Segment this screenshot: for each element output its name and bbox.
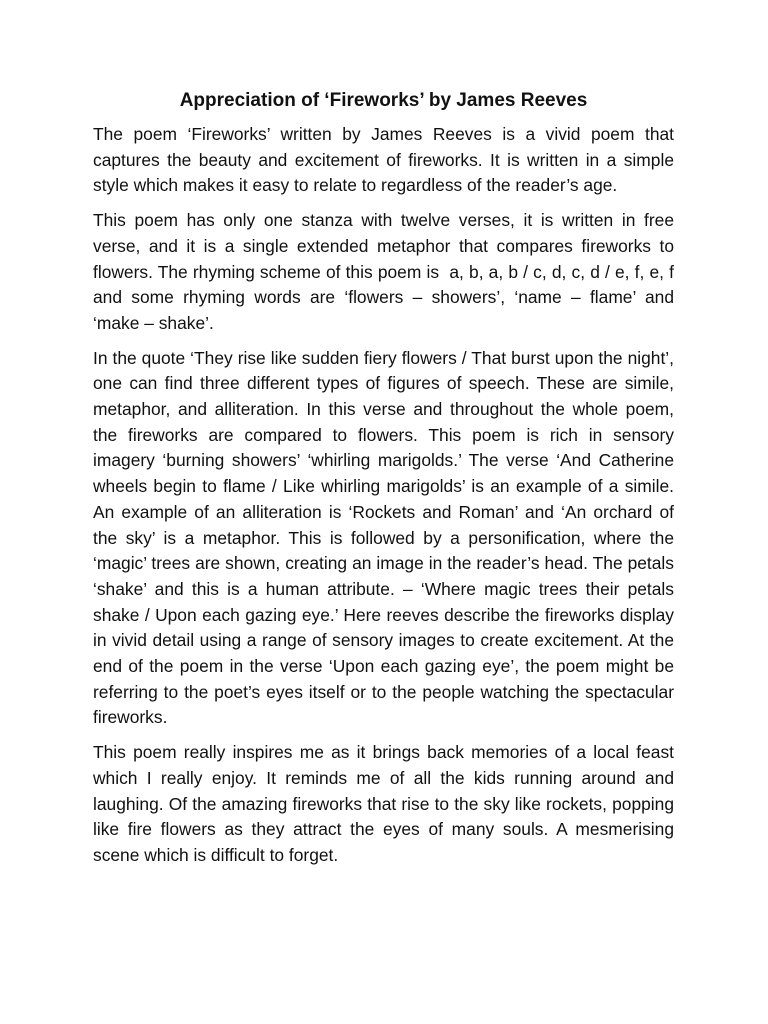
paragraph-figures-of-speech: In the quote ‘They rise like sudden fiery flowers / That burst upon the night’, one can find three different types of figures of speech. These are simile, metaphor, and alliteration. In this verse and throughout the whole poem, the fireworks are compared to flowers. This poem is rich in sensory imagery ‘burning showers’ ‘whirling marigolds.’ The verse ‘And Catherine wheels begin to flame / Like whirling marigolds’ is an example of a simile. An example of an alliteration is ‘Rockets and Roman’ and ‘An orchard of the sky’ is a metaphor. This is followed by a personification, where the ‘magic’ trees are shown, creating an image in the reader’s head. The petals ‘shake’ and this is a human attribute. – ‘Where magic trees their petals shake / Upon each gazing eye.’ Here reeves describe the fireworks display in vivid detail using a range of sensory images to create excitement. At the end of the poem in the verse ‘Upon each gazing eye’, the poem might be referring to the poet’s eyes itself or to the people watching the spectacular fireworks. [93,347,689,728]
document-title: Appreciation of ‘Fireworks’ by James Reeves [179,90,588,111]
document-body [93,88,689,878]
paragraph-introduction: The poem ‘Fireworks’ written by James Reeves is a vivid poem that captures the beauty and excitement of fireworks. It is written in a simple style which makes it easy to relate to regardless of the reader’s age. [93,124,679,196]
paragraph-personal-response: This poem really inspires me as it brings back memories of a local feast which I really enjoy. It reminds me of all the kids running around and laughing. Of the amazing fireworks that rise to the sky like rockets, popping like fire flowers as they attract the eyes of many souls. A mesmerising scene which is difficult to forget. [93,742,679,865]
paragraph-structure: This poem has only one stanza with twelve verses, it is written in free verse, and it is a single extended metaphor that compares fireworks to flowers. The rhyming scheme of this poem is a, b, a, b / c, d, c, d / e, f, e, f and some rhyming words are ‘flowers – showers’, ‘name – flame’ and ‘make – shake’. [93,210,679,333]
